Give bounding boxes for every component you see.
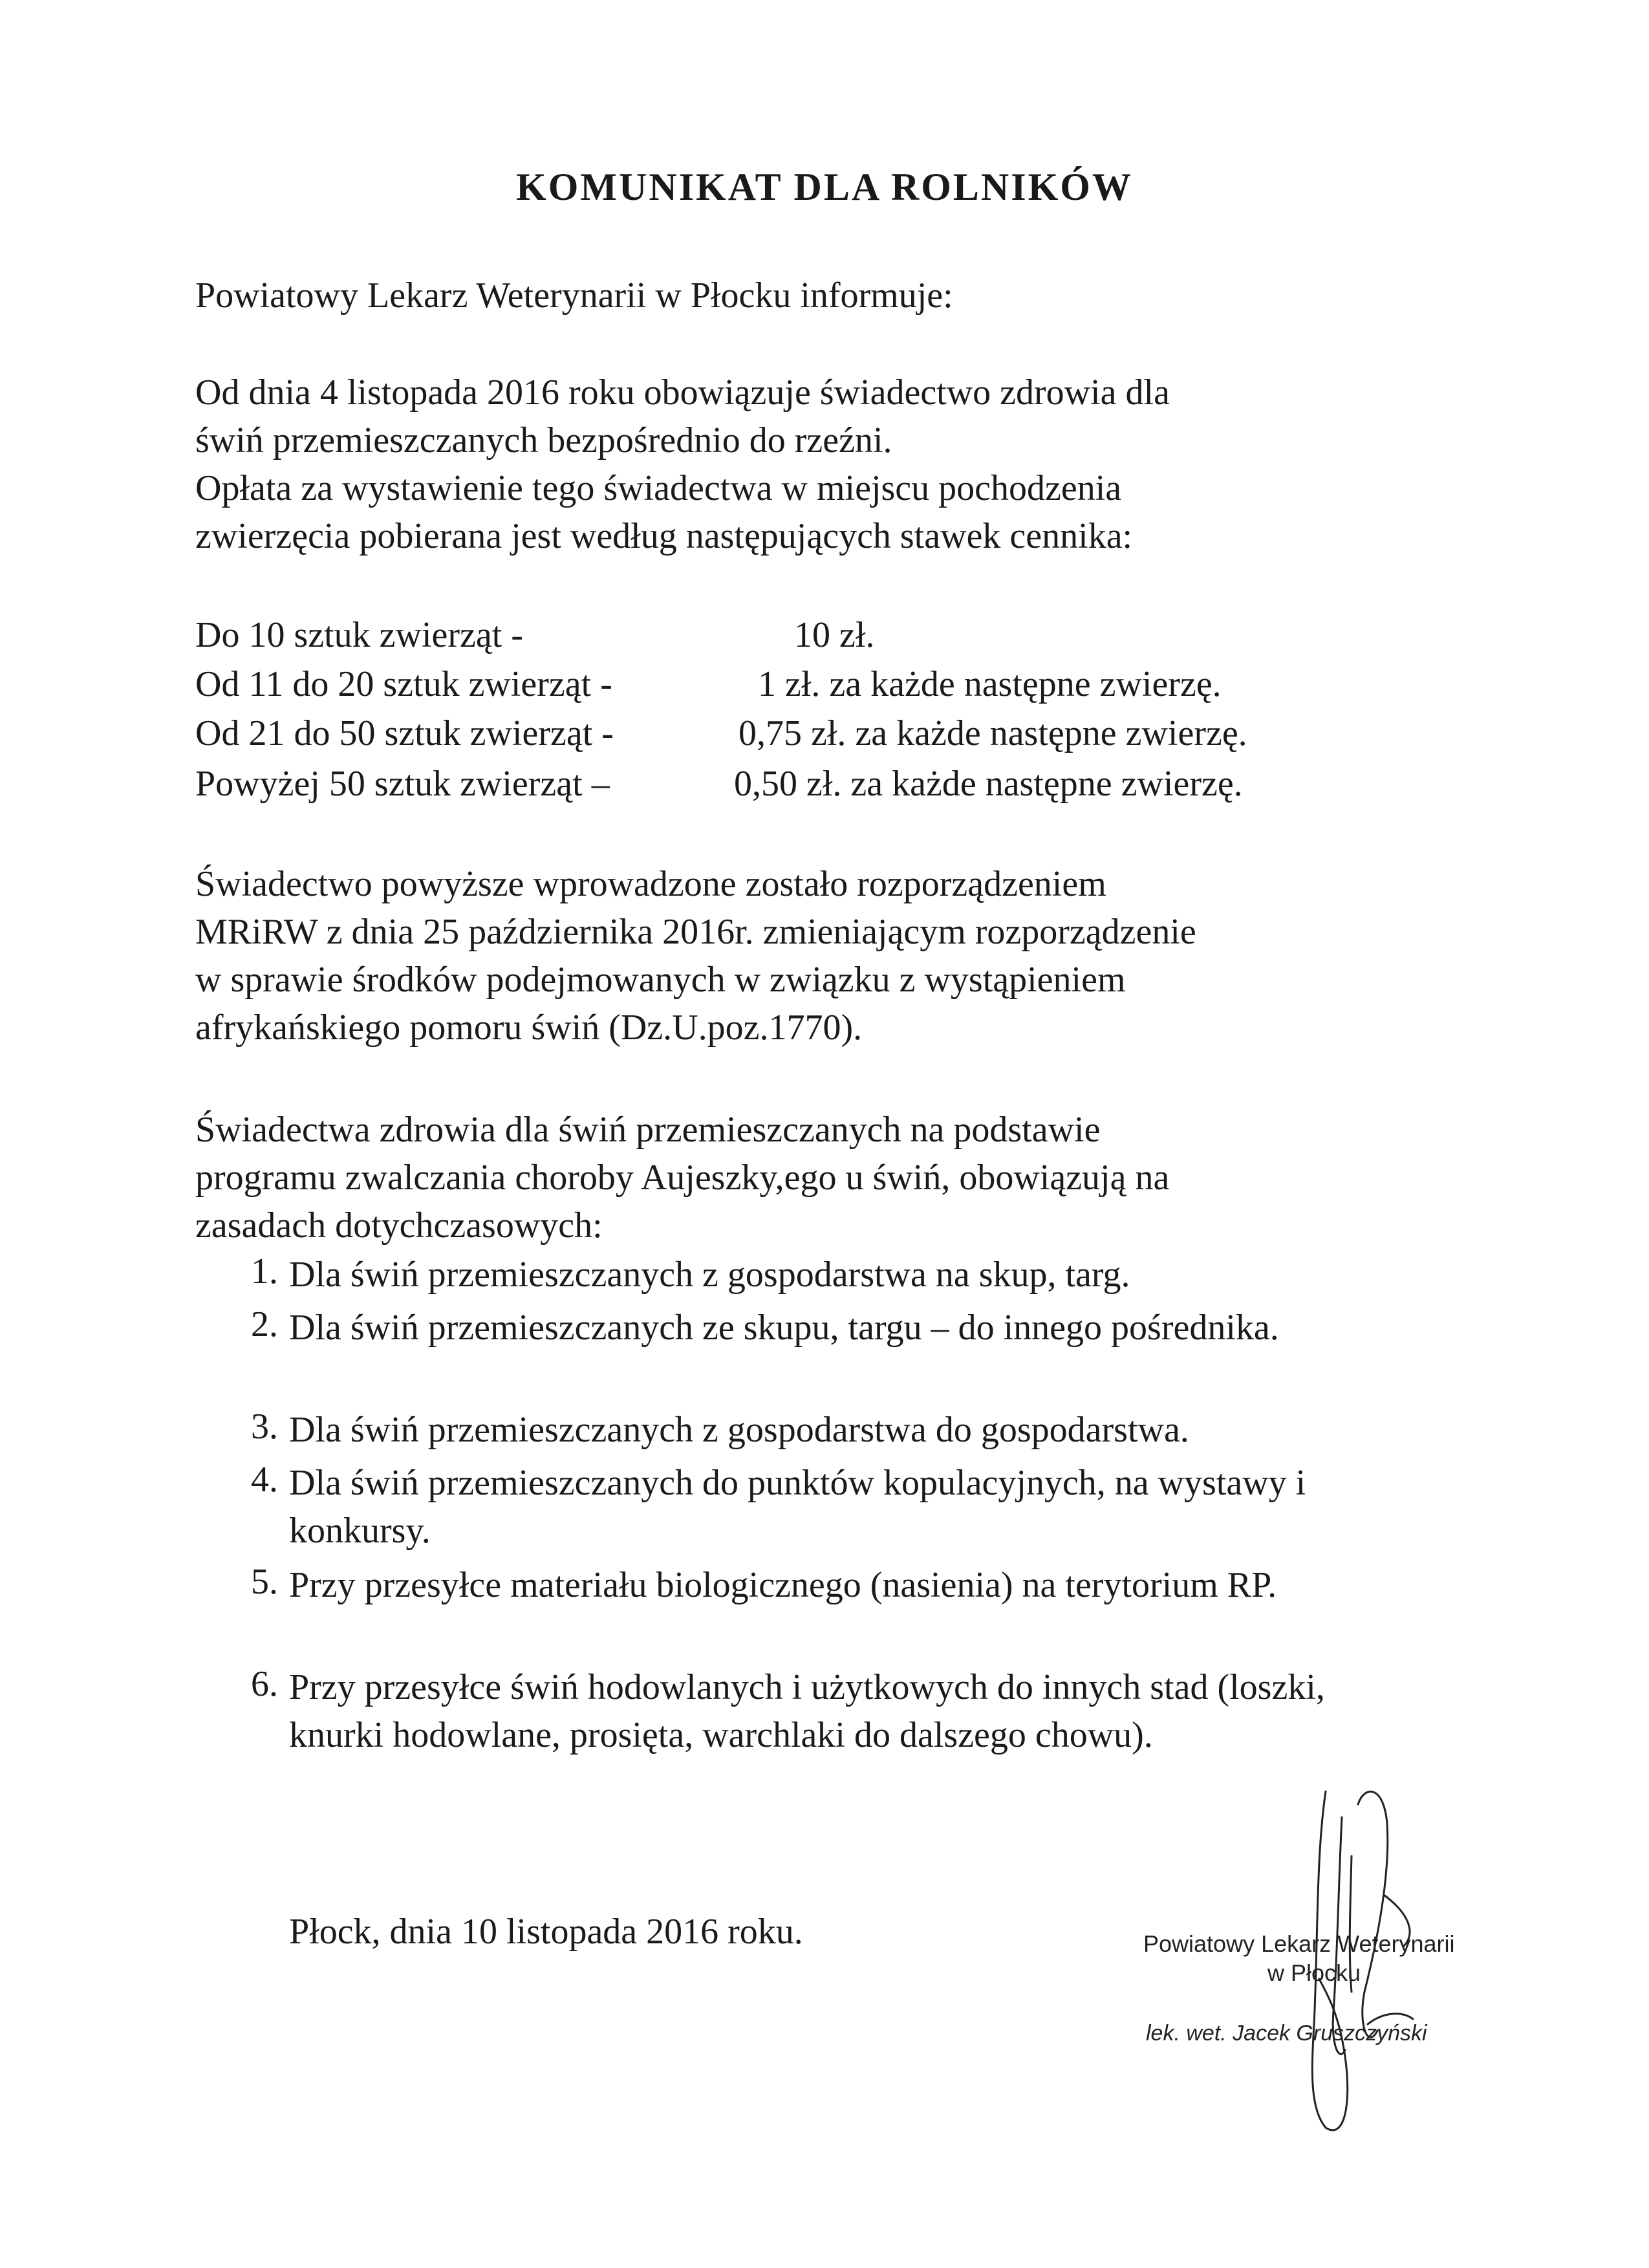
price-label-3: Od 21 do 50 sztuk zwierząt - bbox=[195, 713, 614, 753]
list-item-number: 5. bbox=[251, 1562, 278, 1602]
price-value-3: 0,75 zł. za każde następne zwierzę. bbox=[738, 713, 1247, 753]
para2-line-4: afrykańskiego pomoru świń (Dz.U.poz.1770). bbox=[195, 1008, 863, 1048]
list-item-number: 4. bbox=[251, 1460, 278, 1500]
place-date: Płock, dnia 10 listopada 2016 roku. bbox=[289, 1912, 803, 1952]
price-label-1: Do 10 sztuk zwierząt - bbox=[195, 615, 523, 655]
para3-line-2: programu zwalczania choroby Aujeszky,ego u świń, obowiązują na bbox=[195, 1158, 1170, 1198]
list-item-number: 1. bbox=[251, 1251, 278, 1291]
stamp-line-2: w Płocku bbox=[1267, 1960, 1361, 1986]
para2-line-3: w sprawie środków podejmowanych w związku z wystąpieniem bbox=[195, 960, 1126, 1000]
list-item-text: Dla świń przemieszczanych ze skupu, targu – do innego pośrednika. bbox=[289, 1308, 1279, 1348]
list-item-text: Przy przesyłce świń hodowlanych i użytkowych do innych stad (loszki, knurki hodowlane, prosięta, warchlaki do dalszego chowu). bbox=[289, 1667, 1325, 1755]
list-item-text: Przy przesyłce materiału biologicznego (nasienia) na terytorium RP. bbox=[289, 1565, 1277, 1605]
price-value-1: 10 zł. bbox=[794, 615, 875, 655]
intro-line: Powiatowy Lekarz Weterynarii w Płocku informuje: bbox=[195, 275, 953, 316]
price-value-2: 1 zł. za każde następne zwierzę. bbox=[758, 664, 1222, 704]
price-label-2: Od 11 do 20 sztuk zwierząt - bbox=[195, 664, 612, 704]
para1-line-4: zwierzęcia pobierana jest według następujących stawek cennika: bbox=[195, 516, 1133, 556]
para1-line-1: Od dnia 4 listopada 2016 roku obowiązuje świadectwo zdrowia dla bbox=[195, 373, 1170, 413]
list-item-text: Dla świń przemieszczanych z gospodarstwa na skup, targ. bbox=[289, 1255, 1130, 1295]
stamp-line-1: Powiatowy Lekarz Weterynarii bbox=[1143, 1930, 1455, 1957]
price-value-4: 0,50 zł. za każde następne zwierzę. bbox=[734, 764, 1243, 804]
list-item-text: Dla świń przemieszczanych z gospodarstwa do gospodarstwa. bbox=[289, 1410, 1189, 1450]
para1-line-3: Opłata za wystawienie tego świadectwa w miejscu pochodzenia bbox=[195, 468, 1122, 508]
list-item-number: 3. bbox=[251, 1407, 278, 1447]
stamp-line-3: lek. wet. Jacek Gruszczyński bbox=[1146, 2021, 1427, 2046]
price-label-4: Powyżej 50 sztuk zwierząt – bbox=[195, 764, 610, 804]
para3-line-1: Świadectwa zdrowia dla świń przemieszczanych na podstawie bbox=[195, 1110, 1101, 1150]
para1-line-2: świń przemieszczanych bezpośrednio do rzeźni. bbox=[195, 420, 892, 460]
para2-line-1: Świadectwo powyższe wprowadzone zostało rozporządzeniem bbox=[195, 864, 1106, 904]
document-title: KOMUNIKAT DLA ROLNIKÓW bbox=[516, 166, 1133, 208]
list-item-text: Dla świń przemieszczanych do punktów kopulacyjnych, na wystawy i konkursy. bbox=[289, 1463, 1306, 1551]
list-item-number: 2. bbox=[251, 1304, 278, 1345]
para3-line-3: zasadach dotychczasowych: bbox=[195, 1205, 603, 1246]
para2-line-2: MRiRW z dnia 25 października 2016r. zmieniającym rozporządzenie bbox=[195, 912, 1196, 952]
list-item-number: 6. bbox=[251, 1664, 278, 1704]
